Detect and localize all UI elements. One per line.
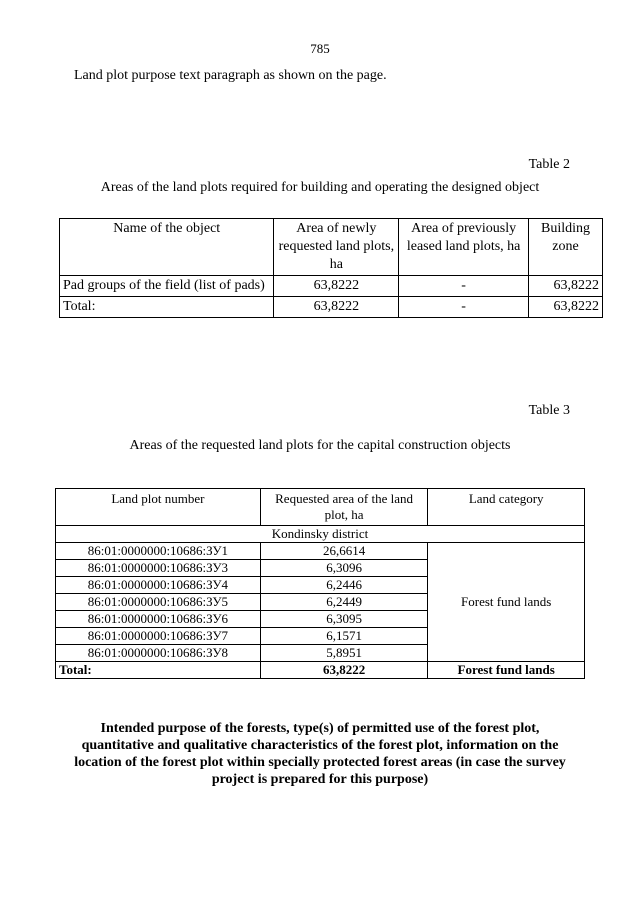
table2-zone: 63,8222 bbox=[529, 276, 603, 297]
closing-heading: Intended purpose of the forests, type(s) of permitted use of the forest plot, quantitative and qualitative characteristics of the forest plot, information on the location of the forest plot within specially protected forest areas (in case the survey project is prepared for this purpose) bbox=[74, 721, 566, 787]
plot-number: 86:01:0000000:10686:ЗУ6 bbox=[56, 611, 261, 628]
table2-caption: Table 2 bbox=[528, 157, 570, 172]
table-row bbox=[56, 543, 585, 560]
table2-total-new-area: 63,8222 bbox=[274, 297, 399, 318]
table3 bbox=[55, 488, 585, 679]
table2-header: Area of newly requested land plots, ha bbox=[274, 219, 399, 276]
table3-total-row bbox=[56, 662, 585, 679]
plot-number: 86:01:0000000:10686:ЗУ5 bbox=[56, 594, 261, 611]
table3-district-row bbox=[56, 526, 585, 543]
plot-number: 86:01:0000000:10686:ЗУ4 bbox=[56, 577, 261, 594]
table2-header: Area of previously leased land plots, ha bbox=[399, 219, 529, 276]
table3-header: Land category bbox=[428, 489, 585, 526]
table2-new-area: 63,8222 bbox=[274, 276, 399, 297]
plot-number: 86:01:0000000:10686:ЗУ7 bbox=[56, 628, 261, 645]
plot-number: 86:01:0000000:10686:ЗУ3 bbox=[56, 560, 261, 577]
table3-header-row bbox=[56, 489, 585, 526]
table3-header: Requested area of the land plot, ha bbox=[260, 489, 428, 526]
table3-total-category: Forest fund lands bbox=[428, 662, 585, 679]
page-number: 785 bbox=[310, 41, 330, 56]
plot-area: 26,6614 bbox=[260, 543, 428, 560]
table2-total-leased-area: - bbox=[399, 297, 529, 318]
table2-leased-area: - bbox=[399, 276, 529, 297]
plot-area: 6,2449 bbox=[260, 594, 428, 611]
table3-total-value: 63,8222 bbox=[260, 662, 428, 679]
plot-area: 6,2446 bbox=[260, 577, 428, 594]
district-name: Kondinsky district bbox=[56, 526, 585, 543]
plot-area: 5,8951 bbox=[260, 645, 428, 662]
table2-header: Building zone bbox=[529, 219, 603, 276]
table3-caption: Table 3 bbox=[528, 403, 570, 418]
plot-area: 6,3096 bbox=[260, 560, 428, 577]
land-category: Forest fund lands bbox=[428, 543, 585, 662]
table-row bbox=[60, 276, 603, 297]
table2-title: Areas of the land plots required for building and operating the designed object bbox=[100, 180, 540, 195]
table2-total-zone: 63,8222 bbox=[529, 297, 603, 318]
table2-header-row bbox=[60, 219, 603, 276]
table3-total-label: Total: bbox=[56, 662, 261, 679]
plot-area: 6,3095 bbox=[260, 611, 428, 628]
plot-area: 6,1571 bbox=[260, 628, 428, 645]
table3-header: Land plot number bbox=[56, 489, 261, 526]
table3-title: Areas of the requested land plots for the capital construction objects bbox=[129, 438, 511, 453]
table2-object-name: Pad groups of the field (list of pads) bbox=[60, 276, 274, 297]
table2-header: Name of the object bbox=[60, 219, 274, 276]
plot-number: 86:01:0000000:10686:ЗУ8 bbox=[56, 645, 261, 662]
plot-number: 86:01:0000000:10686:ЗУ1 bbox=[56, 543, 261, 560]
table2 bbox=[59, 218, 603, 318]
intro-paragraph: Land plot purpose text paragraph as shown on the page. bbox=[74, 68, 387, 83]
table2-total-label: Total: bbox=[60, 297, 274, 318]
table2-total-row bbox=[60, 297, 603, 318]
